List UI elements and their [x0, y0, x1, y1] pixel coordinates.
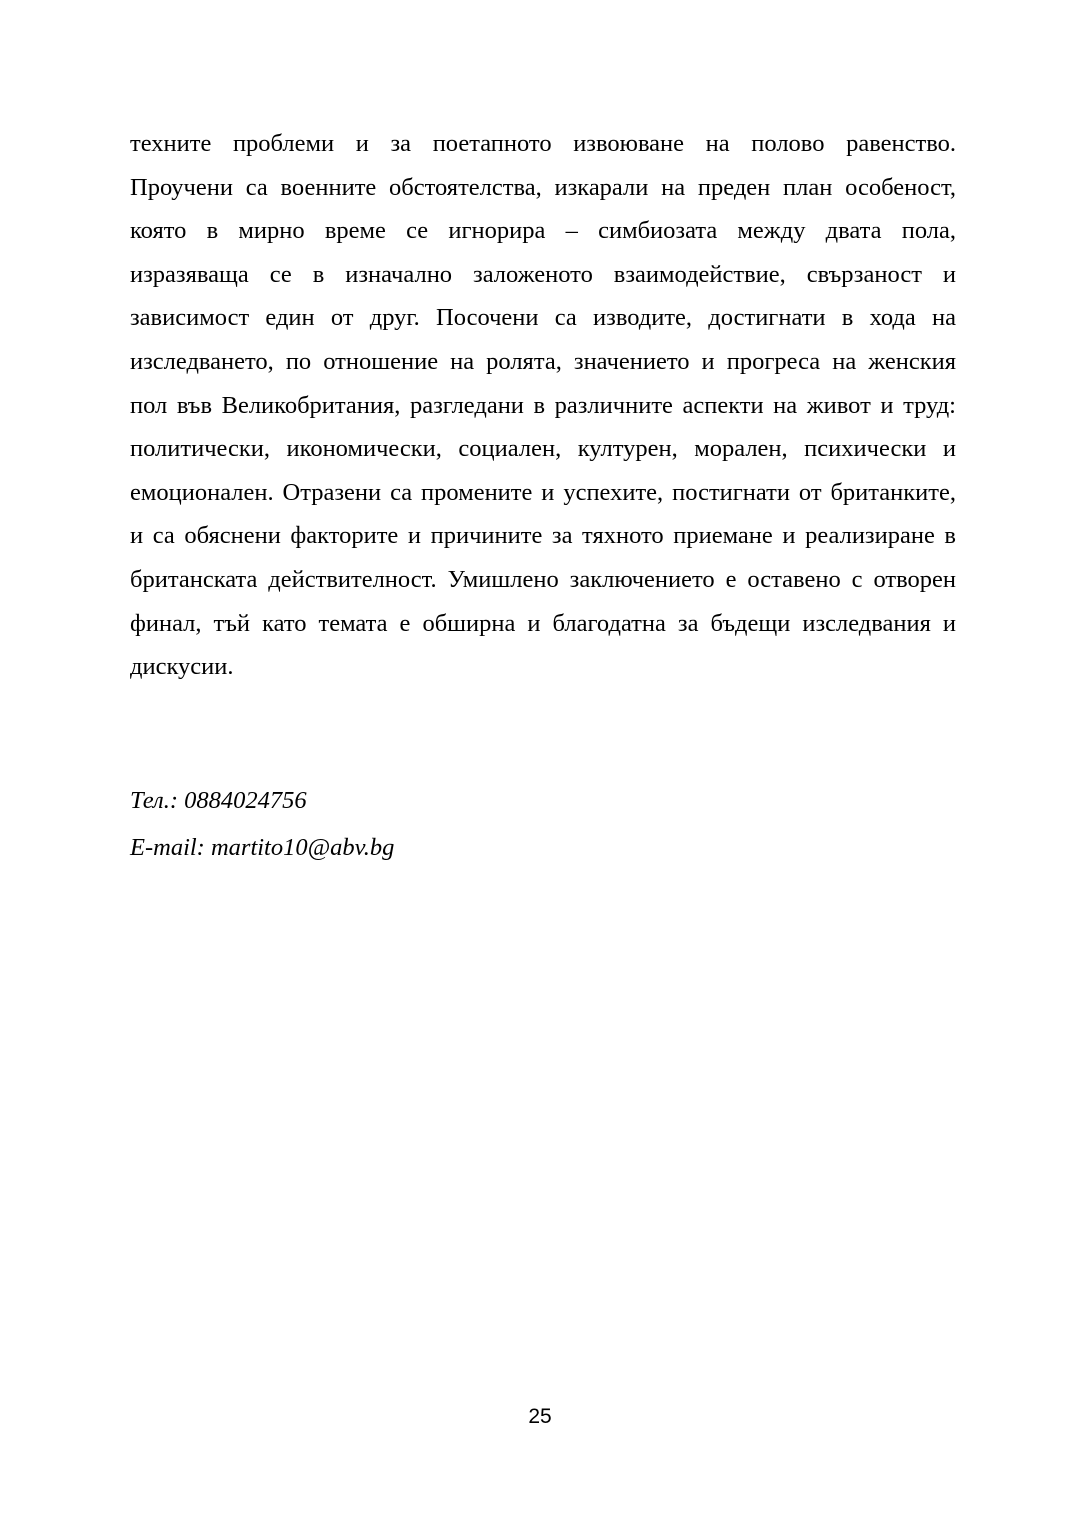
paragraph-line: зависимост един от друг. Посочени са изводите, достигнати в хода на: [130, 304, 956, 332]
paragraph-line: и са обяснени факторите и причините за тяхното приемане и реализиране в: [130, 522, 956, 550]
paragraph-line: изразяваща се в изначално заложеното взаимодействие, свързаност и: [130, 260, 956, 288]
paragraph-line: политически, икономически, социален, културен, морален, психически и: [130, 435, 956, 463]
abstract-paragraph: [130, 122, 956, 689]
paragraph-line: пол във Великобритания, разгледани в различните аспекти на живот и труд:: [130, 391, 956, 419]
paragraph-line: която в мирно време се игнорира – симбиозата между двата пола,: [130, 217, 956, 245]
paragraph-line: британската действителност. Умишлено заключението е оставено с отворен: [130, 565, 956, 593]
paragraph-last-line: дискусии.: [130, 653, 234, 681]
page-number: 25: [528, 1405, 552, 1428]
phone-line: Тел.: 0884024756: [130, 786, 307, 814]
paragraph-line: емоционален. Отразени са промените и успехите, постигнати от британките,: [130, 478, 956, 506]
paragraph-line: Проучени са военните обстоятелства, изкарали на преден план особеност,: [130, 173, 956, 201]
paragraph-line: изследването, по отношение на ролята, значението и прогреса на женския: [130, 347, 956, 375]
paragraph-line: техните проблеми и за поетапното извоюване на полово равенство.: [130, 130, 956, 157]
email-line: E-mail: martito10@abv.bg: [130, 833, 395, 861]
contact-block: [130, 777, 956, 871]
page-body-text: [130, 122, 956, 871]
paragraph-line: финал, тъй като темата е обширна и благодатна за бъдещи изследвания и: [130, 609, 956, 637]
